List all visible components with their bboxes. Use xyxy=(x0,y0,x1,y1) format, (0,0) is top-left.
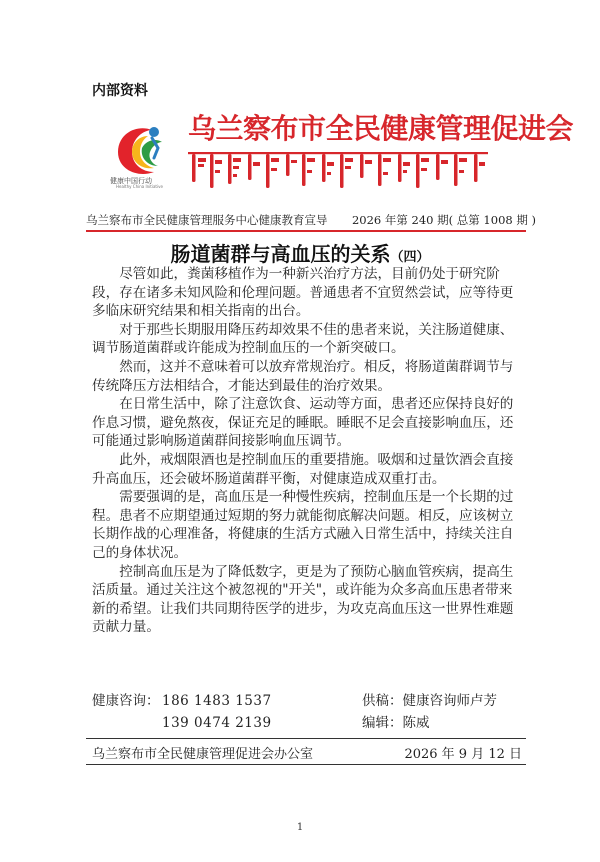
article-title-text: 肠道菌群与高血压的关系 xyxy=(170,242,391,266)
mongolian-script-title xyxy=(188,150,488,192)
editor-label: 编辑： xyxy=(362,715,403,731)
logo-caption: 健康中国行动 xyxy=(110,177,152,185)
paragraph: 尽管如此，粪菌移植作为一种新兴治疗方法，目前仍处于研究阶段，存在诸多未知风险和伦理问题。普通患者不宜贸然尝试，应等待更多临床研究结果和相关指南的出台。 xyxy=(92,266,514,320)
healthy-china-logo xyxy=(108,118,170,182)
paragraph: 在日常生活中，除了注意饮食、运动等方面，患者还应保持良好的作息习惯，避免熬夜，保证充足的睡眠。睡眠不足会直接影响血压，还可能通过影响肠道菌群间接影响血压调节。 xyxy=(92,396,514,450)
footer-bottom-rule xyxy=(86,764,526,765)
footer-office: 乌兰察布市全民健康管理促进会办公室 xyxy=(92,747,314,762)
issue-number: 2026 年第 240 期( 总第 1008 期 ) xyxy=(351,213,536,227)
footer xyxy=(92,743,522,762)
paragraph: 对于那些长期服用降压药却效果不佳的患者来说，关注肠道健康、调节肠道菌群或许能成为控制血压的一个新突破口。 xyxy=(92,321,514,357)
source-value: 健康咨询师卢芳 xyxy=(402,693,497,709)
editor-value: 陈威 xyxy=(402,715,430,731)
contact-label: 健康咨询： xyxy=(92,693,160,709)
paragraph: 需要强调的是，高血压是一种慢性疾病，控制血压是一个长期的过程。患者不应期望通过短期的努力就能彻底解决问题。相反，应该树立长期作战的心理准备，将健康的生活方式融入日常生活中，持续关注自己的身体状况。 xyxy=(92,489,514,561)
article-part: （四） xyxy=(390,250,430,265)
contact-phone-1: 186 1483 1537 xyxy=(162,693,272,709)
logo-caption-en: Healthy China Initiative xyxy=(116,184,163,189)
issue-publisher: 乌兰察布市全民健康管理服务中心健康教育宣导 xyxy=(86,213,328,227)
contact-phone-2: 139 0474 2139 xyxy=(162,715,272,731)
header-divider xyxy=(86,230,526,232)
issue-line xyxy=(86,212,536,228)
paragraph: 此外，戒烟限酒也是控制血压的重要措施。吸烟和过量饮酒会直接升高血压，还会破坏肠道菌群平衡，对健康造成双重打击。 xyxy=(92,451,514,487)
footer-top-rule xyxy=(86,738,526,739)
internal-label: 内部资料 xyxy=(92,83,148,99)
article-title xyxy=(0,238,600,267)
contact-block xyxy=(92,690,522,734)
org-title: 乌兰察布市全民健康管理促进会 xyxy=(188,112,574,145)
paragraph: 然而，这并不意味着可以放弃常规治疗。相反，将肠道菌群调节与传统降压方法相结合，才能达到最佳的治疗效果。 xyxy=(92,358,514,394)
footer-date: 2026 年 9 月 12 日 xyxy=(404,747,522,762)
paragraph: 控制高血压是为了降低数字，更是为了预防心脑血管疾病，提高生活质量。通过关注这个被忽视的"开关"，或许能为众多高血压患者带来新的希望。让我们共同期待医学的进步，为攻克高血压这一世界性难题贡献力量。 xyxy=(92,563,514,636)
page-number: 1 xyxy=(296,822,304,833)
article-body xyxy=(92,265,516,637)
source-label: 供稿： xyxy=(362,693,403,709)
